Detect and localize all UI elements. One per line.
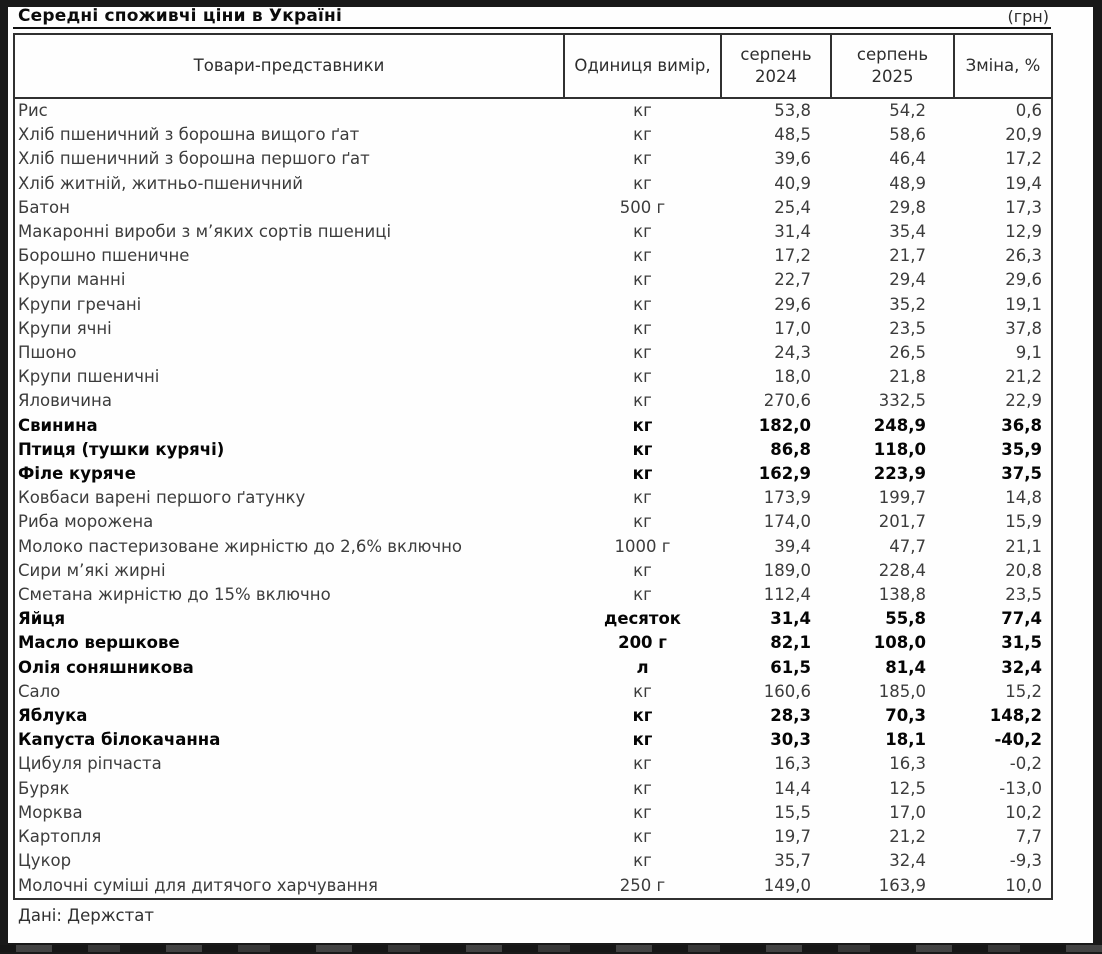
table-row — [14, 801, 1052, 825]
cell-unit: кг — [633, 294, 652, 314]
cell-name: Крупи манні — [18, 270, 126, 290]
cell-aug2025: 21,7 — [889, 246, 926, 266]
cell-change: 7,7 — [1015, 827, 1042, 847]
cell-unit: кг — [633, 173, 652, 193]
table-row — [14, 196, 1052, 220]
cell-aug2025: 248,9 — [873, 415, 926, 435]
cell-change: 17,2 — [1005, 149, 1042, 169]
cell-change: -9,3 — [1009, 851, 1042, 871]
cell-change: 21,2 — [1005, 367, 1042, 387]
cell-unit: кг — [633, 270, 652, 290]
header-unit: Одиниця вимір, — [564, 34, 721, 98]
cell-aug2025: 201,7 — [878, 512, 926, 532]
cell-change: 9,1 — [1015, 343, 1042, 363]
table-row — [14, 268, 1052, 292]
cell-aug2024: 82,1 — [770, 633, 811, 653]
cell-aug2025: 332,5 — [878, 391, 926, 411]
cell-unit: кг — [633, 101, 652, 120]
cell-name: Ковбаси варені першого ґатунку — [18, 488, 306, 508]
cell-aug2024: 174,0 — [763, 512, 811, 532]
cell-unit: кг — [633, 367, 652, 387]
cell-aug2025: 35,4 — [889, 222, 926, 242]
cell-change: 0,6 — [1015, 101, 1042, 120]
cell-aug2025: 18,1 — [885, 730, 926, 750]
cell-change: 12,9 — [1005, 222, 1042, 242]
cell-unit: кг — [633, 778, 652, 798]
cell-unit: десяток — [604, 609, 681, 629]
table-row — [14, 607, 1052, 631]
table-row — [14, 510, 1052, 534]
cell-aug2024: 86,8 — [770, 439, 811, 459]
table-row — [14, 680, 1052, 704]
cell-unit: кг — [633, 681, 652, 701]
cell-name: Сметана жирністю до 15% включно — [18, 585, 331, 605]
cell-aug2025: 47,7 — [889, 536, 926, 556]
title-bar — [13, 8, 1051, 29]
cell-unit: кг — [633, 512, 652, 532]
cell-aug2024: 53,8 — [774, 101, 811, 120]
cell-change: 29,6 — [1005, 270, 1042, 290]
cell-name: Птиця (тушки курячі) — [18, 439, 225, 459]
cell-change: 22,9 — [1005, 391, 1042, 411]
cell-name: Батон — [18, 197, 70, 217]
cell-name: Буряк — [18, 778, 70, 798]
cell-aug2024: 48,5 — [774, 125, 811, 145]
cell-unit: 200 г — [618, 633, 667, 653]
cell-aug2025: 17,0 — [889, 802, 926, 822]
table-row — [14, 147, 1052, 171]
cell-change: 15,9 — [1005, 512, 1042, 532]
cell-aug2024: 40,9 — [774, 173, 811, 193]
header-products: Товари-представники — [14, 34, 564, 98]
table-row — [14, 365, 1052, 389]
cell-aug2024: 39,6 — [774, 149, 811, 169]
cell-change: 14,8 — [1005, 488, 1042, 508]
cell-aug2025: 185,0 — [878, 681, 926, 701]
table-row — [14, 172, 1052, 196]
cell-aug2025: 21,2 — [889, 827, 926, 847]
cell-aug2024: 29,6 — [774, 294, 811, 314]
cell-aug2025: 12,5 — [889, 778, 926, 798]
cell-aug2025: 199,7 — [878, 488, 926, 508]
cell-name: Крупи гречані — [18, 294, 142, 314]
cell-name: Картопля — [18, 827, 102, 847]
cell-aug2024: 39,4 — [774, 536, 811, 556]
table-row — [14, 728, 1052, 752]
cell-name: Сири м’які жирні — [18, 560, 166, 580]
cell-change: 37,5 — [1001, 464, 1042, 484]
cell-name: Хліб пшеничний з борошна вищого ґат — [18, 125, 360, 145]
cell-aug2025: 23,5 — [889, 318, 926, 338]
table-row — [14, 244, 1052, 268]
cell-change: 20,9 — [1005, 125, 1042, 145]
cell-unit: кг — [633, 343, 652, 363]
table-row — [14, 849, 1052, 873]
table-row — [14, 220, 1052, 244]
table-row — [14, 752, 1052, 776]
cell-aug2025: 223,9 — [873, 464, 926, 484]
cell-aug2025: 16,3 — [889, 754, 926, 774]
cell-change: 23,5 — [1005, 585, 1042, 605]
cell-name: Яблука — [18, 706, 88, 726]
cell-unit: 500 г — [619, 197, 666, 217]
cell-name: Крупи ячні — [18, 318, 112, 338]
cell-aug2025: 54,2 — [889, 101, 926, 120]
cell-change: 35,9 — [1001, 439, 1042, 459]
cell-name: Макаронні вироби з м’яких сортів пшениці — [18, 222, 392, 242]
cell-change: 26,3 — [1005, 246, 1042, 266]
cell-name: Масло вершкове — [18, 633, 180, 653]
cell-aug2024: 14,4 — [774, 778, 811, 798]
cell-change: -13,0 — [999, 778, 1042, 798]
table-row — [14, 486, 1052, 510]
header-row — [14, 34, 1052, 98]
cell-change: 20,8 — [1005, 560, 1042, 580]
table-row — [14, 341, 1052, 365]
cell-name: Борошно пшеничне — [18, 246, 190, 266]
cell-name: Свинина — [18, 415, 98, 435]
cell-change: 19,1 — [1005, 294, 1042, 314]
cell-aug2025: 32,4 — [889, 851, 926, 871]
cell-aug2024: 30,3 — [770, 730, 811, 750]
table-row — [14, 317, 1052, 341]
cell-aug2025: 81,4 — [885, 657, 926, 677]
cell-change: 21,1 — [1005, 536, 1042, 556]
cell-aug2024: 189,0 — [763, 560, 811, 580]
cell-unit: кг — [633, 802, 652, 822]
table-header — [14, 34, 1052, 98]
cell-aug2024: 182,0 — [758, 415, 811, 435]
cell-aug2025: 35,2 — [889, 294, 926, 314]
cell-name: Морква — [18, 802, 83, 822]
cell-aug2024: 112,4 — [763, 585, 811, 605]
cell-aug2025: 118,0 — [873, 439, 926, 459]
cell-aug2024: 149,0 — [763, 875, 811, 895]
table-row — [14, 414, 1052, 438]
cell-change: -0,2 — [1009, 754, 1042, 774]
cell-unit: кг — [632, 464, 653, 484]
currency-note: (грн) — [1007, 7, 1049, 26]
cell-change: 10,0 — [1005, 875, 1042, 895]
cell-unit: кг — [633, 827, 652, 847]
cell-name: Олія соняшникова — [18, 657, 194, 677]
cell-aug2024: 31,4 — [774, 222, 811, 242]
cell-name: Риба морожена — [18, 512, 154, 532]
cell-name: Рис — [18, 101, 48, 120]
table-row — [14, 98, 1052, 123]
content-panel — [8, 7, 1093, 943]
table-row — [14, 704, 1052, 728]
cell-name: Цибуля ріпчаста — [18, 754, 162, 774]
cell-change: -40,2 — [994, 730, 1042, 750]
cell-unit: кг — [633, 585, 652, 605]
table-row — [14, 825, 1052, 849]
cell-change: 17,3 — [1005, 197, 1042, 217]
table-row — [14, 123, 1052, 147]
cell-aug2025: 163,9 — [878, 875, 926, 895]
cell-change: 19,4 — [1005, 173, 1042, 193]
cell-change: 148,2 — [989, 706, 1042, 726]
table-row — [14, 462, 1052, 486]
cell-name: Пшоно — [18, 343, 77, 363]
cell-unit: кг — [633, 246, 652, 266]
cell-unit: кг — [632, 706, 653, 726]
data-source-note: Дані: Держстат — [18, 905, 154, 925]
cell-aug2024: 162,9 — [758, 464, 811, 484]
cell-aug2025: 26,5 — [889, 343, 926, 363]
cell-aug2024: 35,7 — [774, 851, 811, 871]
cell-unit: кг — [632, 730, 653, 750]
cell-aug2024: 173,9 — [763, 488, 811, 508]
cell-name: Крупи пшеничні — [18, 367, 160, 387]
cell-unit: кг — [633, 222, 652, 242]
cell-name: Капуста білокачанна — [18, 730, 221, 750]
cell-name: Яловичина — [18, 391, 112, 411]
cell-aug2024: 22,7 — [774, 270, 811, 290]
cell-aug2024: 18,0 — [774, 367, 811, 387]
cell-aug2024: 31,4 — [770, 609, 811, 629]
cell-aug2025: 228,4 — [878, 560, 926, 580]
cell-unit: кг — [633, 391, 652, 411]
cell-aug2024: 16,3 — [774, 754, 811, 774]
cell-aug2024: 160,6 — [763, 681, 811, 701]
cell-unit: кг — [632, 415, 653, 435]
cell-unit: кг — [633, 560, 652, 580]
table-row — [14, 631, 1052, 655]
cell-aug2024: 17,2 — [774, 246, 811, 266]
cell-name: Молочні суміші для дитячого харчування — [18, 875, 378, 895]
cell-name: Сало — [18, 681, 61, 701]
cell-aug2025: 138,8 — [878, 585, 926, 605]
page-title: Середні споживчі ціни в Україні — [18, 6, 342, 26]
cell-unit: кг — [632, 439, 653, 459]
cell-aug2025: 70,3 — [885, 706, 926, 726]
cell-name: Хліб житній, житньо-пшеничний — [18, 173, 303, 193]
table-row — [14, 293, 1052, 317]
table-row — [14, 583, 1052, 607]
cell-unit: кг — [633, 318, 652, 338]
cell-aug2024: 19,7 — [774, 827, 811, 847]
cell-change: 10,2 — [1005, 802, 1042, 822]
cell-aug2024: 15,5 — [774, 802, 811, 822]
cell-unit: л — [636, 657, 649, 677]
cell-aug2025: 48,9 — [889, 173, 926, 193]
cell-unit: кг — [633, 488, 652, 508]
cell-aug2024: 28,3 — [770, 706, 811, 726]
table-row — [14, 535, 1052, 559]
cell-aug2024: 17,0 — [774, 318, 811, 338]
header-aug-2024: серпень 2024 — [721, 34, 831, 98]
cell-unit: 1000 г — [614, 536, 671, 556]
table-row — [14, 656, 1052, 680]
cell-change: 36,8 — [1001, 415, 1042, 435]
cell-name: Філе куряче — [18, 464, 136, 484]
cell-name: Хліб пшеничний з борошна першого ґат — [18, 149, 370, 169]
cell-change: 37,8 — [1005, 318, 1042, 338]
cell-name: Цукор — [18, 851, 72, 871]
cell-aug2024: 61,5 — [770, 657, 811, 677]
cell-name: Молоко пастеризоване жирністю до 2,6% включно — [18, 536, 463, 556]
table-body — [14, 98, 1052, 899]
table-row — [14, 777, 1052, 801]
cell-change: 15,2 — [1005, 681, 1042, 701]
prices-table — [13, 33, 1053, 900]
cell-aug2025: 58,6 — [889, 125, 926, 145]
header-change-pct: Зміна, % — [954, 34, 1052, 98]
table-row — [14, 438, 1052, 462]
cell-unit: кг — [633, 754, 652, 774]
cell-change: 31,5 — [1001, 633, 1042, 653]
cell-name: Яйця — [18, 609, 66, 629]
cell-aug2024: 25,4 — [774, 197, 811, 217]
cell-aug2025: 108,0 — [873, 633, 926, 653]
cell-aug2025: 46,4 — [889, 149, 926, 169]
header-aug-2025: серпень 2025 — [831, 34, 954, 98]
cell-aug2025: 21,8 — [889, 367, 926, 387]
cell-change: 77,4 — [1001, 609, 1042, 629]
cell-aug2025: 55,8 — [885, 609, 926, 629]
cell-change: 32,4 — [1001, 657, 1042, 677]
cell-unit: кг — [633, 125, 652, 145]
cell-aug2025: 29,4 — [889, 270, 926, 290]
cell-aug2025: 29,8 — [889, 197, 926, 217]
cell-unit: кг — [633, 149, 652, 169]
table-row — [14, 874, 1052, 899]
cell-unit: кг — [633, 851, 652, 871]
cell-aug2024: 270,6 — [763, 391, 811, 411]
table-row — [14, 559, 1052, 583]
cell-aug2024: 24,3 — [774, 343, 811, 363]
table-row — [14, 389, 1052, 413]
cell-unit: 250 г — [619, 875, 666, 895]
